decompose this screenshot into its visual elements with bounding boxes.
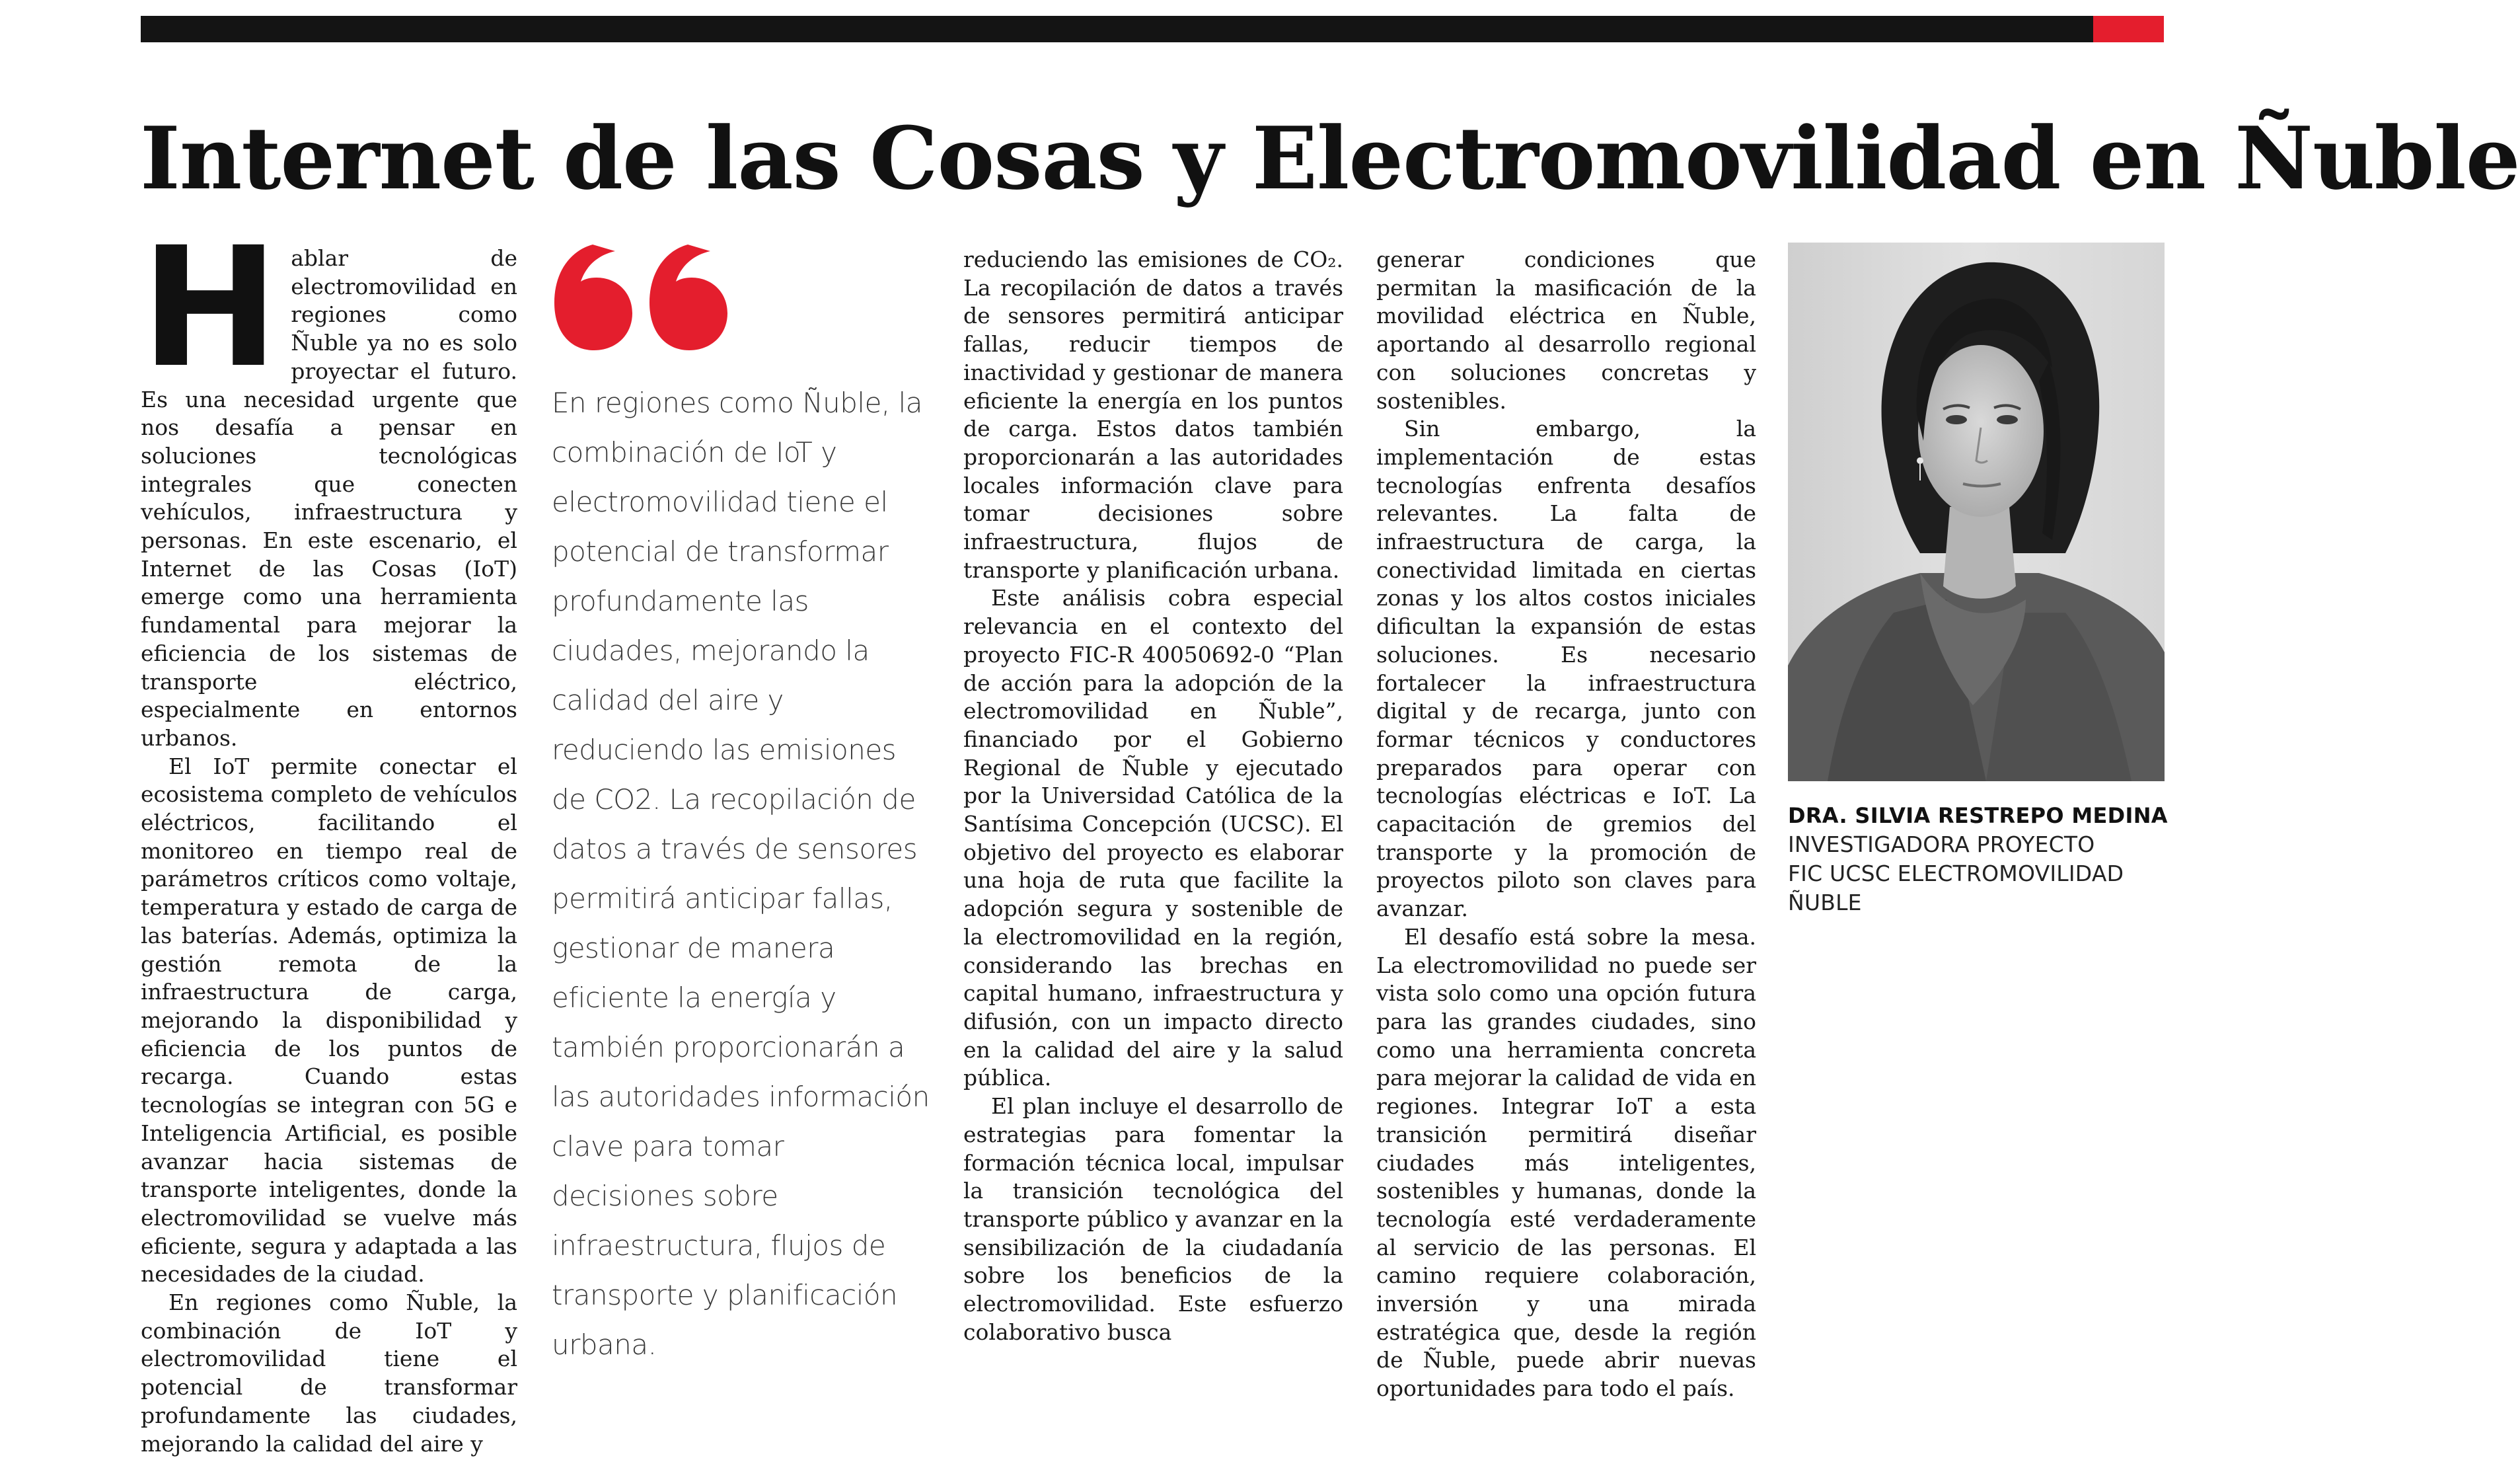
- body-paragraph: En regiones como Ñuble, la combinación de IoT y electromovilidad tiene el potencial de transformar profundamente las ciudades, mejorando la calidad del aire y: [141, 1289, 517, 1457]
- author-name: DRA. SILVIA RESTREPO MEDINA: [1788, 803, 2168, 828]
- top-rule-bar: [141, 16, 2164, 42]
- body-paragraph: El plan incluye el desarrollo de estrategias para fomentar la formación técnica local, impulsar la transición tecnológica del transporte público y avanzar en la sensibilización de la ciudadanía sobre los beneficios de la electromovilidad. Este esfuerzo colaborativo busca: [963, 1093, 1343, 1345]
- pull-quote: En regiones como Ñuble, la combinación de IoT y electromovilidad tiene el potencial de transformar profundamente las ciudades, mejorando la calidad del aire y reduciendo las emisiones de CO2. La recopilación de datos a través de sensores permitirá anticipar fallas, gestionar de manera eficiente la energía y también proporcionarán a las autoridades información clave para tomar decisiones sobre infraestructura, flujos de transporte y planificación urbana.: [552, 387, 930, 1361]
- drop-cap: H: [141, 211, 279, 404]
- article-column-4: [1376, 246, 1756, 1402]
- body-paragraph: generar condiciones que permitan la masificación de la movilidad eléctrica en Ñuble, aportando al desarrollo regional con soluciones concretas y sostenibles.: [1376, 247, 1756, 414]
- author-role-line: INVESTIGADORA PROYECTO: [1788, 831, 2095, 857]
- body-paragraph: El IoT permite conectar el ecosistema completo de vehículos eléctricos, facilitando el monitoreo en tiempo real de parámetros críticos como voltaje, temperatura y estado de carga de las baterías. Además, optimiza la gestión remota de la infraestructura de carga, mejorando la disponibilidad y eficiencia de los puntos de recarga. Cuando estas tecnologías se integran con 5G e Inteligencia Artificial, es posible avanzar hacia sistemas de transporte inteligentes, donde la electromovilidad se vuelve más eficiente, segura y adaptada a las necesidades de la ciudad.: [141, 753, 517, 1287]
- author-role-line: ÑUBLE: [1788, 890, 1862, 915]
- body-paragraph: reduciendo las emisiones de CO₂. La recopilación de datos a través de sensores permitirá anticipar fallas, reducir tiempos de inactividad y gestionar de manera eficiente la energía en los puntos de carga. Estos datos también proporcionarán a las autoridades locales información clave para tomar decisiones sobre infraestructura, flujos de transporte y planificación urbana.: [963, 247, 1343, 583]
- article-column-1: [141, 211, 517, 1457]
- author-photo: [1788, 243, 2165, 781]
- body-paragraph: Sin embargo, la implementación de estas tecnologías enfrenta desafíos relevantes. La falta de infraestructura de carga, la conectividad limitada en ciertas zonas y los altos costos iniciales dificultan la expansión de estas soluciones. Es necesario fortalecer la infraestructura digital y de recarga, junto con formar técnicos y conductores preparados para operar con tecnologías eléctricas e IoT. La capacitación de gremios del transporte y la promoción de proyectos piloto son claves para avanzar.: [1376, 416, 1756, 922]
- top-rule-accent: [2093, 16, 2164, 42]
- body-paragraph: ablar de electromovilidad en regiones como Ñuble ya no es solo proyectar el futuro. Es una necesidad urgente que nos desafía a pensar en soluciones tecnológicas integrales que conecten vehículos, infraestructura y personas. En este escenario, el Internet de las Cosas (IoT) emerge como una herramienta fundamental para mejorar la eficiencia de los sistemas de transporte eléctrico, especialmente en entornos urbanos.: [141, 245, 517, 751]
- body-paragraph: Este análisis cobra especial relevancia en el contexto del proyecto FIC-R 40050692-0 “Plan de acción para la adopción de la electromovilidad en Ñuble”, financiado por el Gobierno Regional de Ñuble y ejecutado por la Universidad Católica de la Santísima Concepción (UCSC). El objetivo del proyecto es elaborar una hoja de ruta que facilite la adopción segura y sostenible de la electromovilidad en la región, considerando las brechas en capital humano, infraestructura y difusión, con un impacto directo en la calidad del aire y la salud pública.: [963, 585, 1343, 1091]
- article-headline: Internet de las Cosas y Electromovilidad en Ñuble: [140, 108, 2520, 209]
- quote-marks-icon: [550, 239, 729, 353]
- body-paragraph: El desafío está sobre la mesa. La electromovilidad no puede ser vista solo como una opción futura para las grandes ciudades, sino como una herramienta concreta para mejorar la calidad de vida en regiones. Integrar IoT a esta transición permitirá diseñar ciudades más inteligentes, sostenibles y humanas, donde la tecnología esté verdaderamente al servicio de las personas. El camino requiere colaboración, inversión y una mirada estratégica que, desde la región de Ñuble, puede abrir nuevas oportunidades para todo el país.: [1376, 923, 1756, 1402]
- article-column-3: [963, 246, 1343, 1345]
- author-role-line: FIC UCSC ELECTROMOVILIDAD: [1788, 861, 2124, 886]
- author-caption: [1788, 801, 2171, 917]
